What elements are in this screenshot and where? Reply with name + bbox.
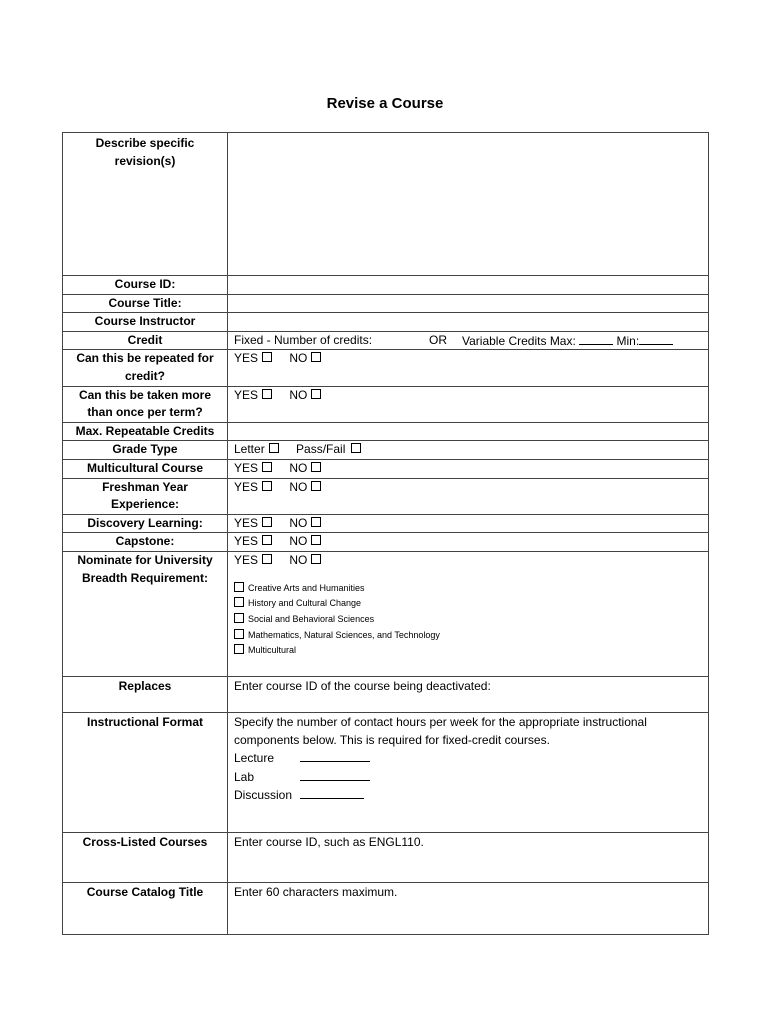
lab-hours-field[interactable]: [300, 768, 370, 781]
course-title-input[interactable]: [228, 294, 709, 313]
multicultural-yes-checkbox[interactable]: [262, 462, 272, 472]
grade-letter-label: Letter: [234, 442, 265, 457]
credit-variable-label: Variable Credits Max:: [462, 333, 576, 348]
freshman-no-label: NO: [289, 479, 308, 494]
cross-listed-input[interactable]: Enter course ID, such as ENGL110.: [228, 832, 709, 882]
breadth-option: Multicultural: [234, 643, 702, 659]
discussion-label: Discussion: [234, 788, 293, 803]
instructional-label: Instructional Format: [63, 712, 228, 832]
discovery-yes-label: YES: [234, 515, 259, 530]
capstone-no-label: NO: [289, 534, 308, 549]
discovery-no-checkbox[interactable]: [311, 517, 321, 527]
taken-more-no-label: NO: [289, 387, 308, 402]
revisions-label-line1: Describe specific: [95, 136, 195, 150]
row-multicultural: [63, 459, 709, 478]
max-repeatable-label: Max. Repeatable Credits: [63, 422, 228, 441]
row-grade-type: [63, 441, 709, 460]
revise-course-form: [62, 132, 709, 935]
row-breadth: [63, 551, 709, 676]
row-cross-listed: [63, 832, 709, 882]
revisions-label-line2: revision(s): [114, 153, 176, 168]
capstone-no-checkbox[interactable]: [311, 535, 321, 545]
course-id-input[interactable]: [228, 276, 709, 295]
taken-more-yes-checkbox[interactable]: [262, 389, 272, 399]
lab-label: Lab: [234, 769, 255, 784]
repeated-no-label: NO: [289, 351, 308, 366]
grade-letter-checkbox[interactable]: [269, 443, 279, 453]
lecture-label: Lecture: [234, 751, 275, 766]
credit-label: Credit: [63, 331, 228, 350]
repeated-yes-checkbox[interactable]: [262, 352, 272, 362]
credit-or-label: OR: [429, 332, 447, 347]
discussion-hours-field[interactable]: [300, 786, 364, 799]
breadth-label-line2: Breadth Requirement:: [81, 570, 209, 585]
row-course-instructor: [63, 313, 709, 332]
discovery-label: Discovery Learning:: [63, 514, 228, 533]
taken-more-yes-label: YES: [234, 387, 259, 402]
replaces-label: Replaces: [63, 676, 228, 712]
row-freshman: [63, 478, 709, 514]
page-title: Revise a Course: [326, 95, 444, 112]
repeated-label-line2: credit?: [124, 368, 165, 383]
revisions-input[interactable]: [228, 133, 709, 276]
freshman-yes-checkbox[interactable]: [262, 481, 272, 491]
row-course-id: [63, 276, 709, 295]
instructional-text-line2: components below. This is required for fixed-credit courses.: [234, 732, 550, 747]
breadth-option-checkbox[interactable]: [234, 629, 244, 639]
multicultural-yes-label: YES: [234, 460, 259, 475]
row-replaces: [63, 676, 709, 712]
row-instructional: [63, 712, 709, 832]
breadth-option: Creative Arts and Humanities: [234, 581, 702, 597]
catalog-title-input[interactable]: Enter 60 characters maximum.: [228, 882, 709, 934]
breadth-option-checkbox[interactable]: [234, 597, 244, 607]
breadth-option: History and Cultural Change: [234, 596, 702, 612]
multicultural-no-label: NO: [289, 460, 308, 475]
freshman-yes-label: YES: [234, 479, 259, 494]
breadth-yes-checkbox[interactable]: [262, 554, 272, 564]
row-max-repeatable: [63, 422, 709, 441]
breadth-no-label: NO: [289, 552, 308, 567]
breadth-yes-label: YES: [234, 552, 259, 567]
grade-passfail-label: Pass/Fail: [296, 442, 346, 457]
row-credit: [63, 331, 709, 350]
breadth-option-checkbox[interactable]: [234, 644, 244, 654]
credit-min-field[interactable]: [639, 332, 673, 345]
freshman-no-checkbox[interactable]: [311, 481, 321, 491]
capstone-label: Capstone:: [63, 533, 228, 552]
grade-type-label: Grade Type: [63, 441, 228, 460]
repeated-no-checkbox[interactable]: [311, 352, 321, 362]
breadth-label-line1: Nominate for University: [77, 552, 213, 567]
row-repeated: [63, 350, 709, 386]
capstone-yes-checkbox[interactable]: [262, 535, 272, 545]
course-instructor-input[interactable]: [228, 313, 709, 332]
replaces-input[interactable]: Enter course ID of the course being deactivated:: [228, 676, 709, 712]
repeated-label-line1: Can this be repeated for: [76, 351, 214, 366]
instructional-text-line1: Specify the number of contact hours per week for the appropriate instructional: [234, 714, 647, 729]
breadth-option: Mathematics, Natural Sciences, and Technology: [234, 628, 702, 644]
taken-more-label-line2: than once per term?: [87, 405, 203, 420]
multicultural-label: Multicultural Course: [63, 459, 228, 478]
taken-more-no-checkbox[interactable]: [311, 389, 321, 399]
catalog-title-label: Course Catalog Title: [63, 882, 228, 934]
course-title-label: Course Title:: [63, 294, 228, 313]
credit-max-field[interactable]: [579, 332, 613, 345]
breadth-option: Social and Behavioral Sciences: [234, 612, 702, 628]
grade-passfail-checkbox[interactable]: [351, 443, 361, 453]
cross-listed-label: Cross-Listed Courses: [63, 832, 228, 882]
course-id-label: Course ID:: [63, 276, 228, 295]
credit-min-label: Min:: [616, 333, 640, 348]
row-catalog-title: [63, 882, 709, 934]
row-revisions: [63, 133, 709, 276]
capstone-yes-label: YES: [234, 534, 259, 549]
row-discovery: [63, 514, 709, 533]
row-course-title: [63, 294, 709, 313]
taken-more-label-line1: Can this be taken more: [78, 387, 212, 402]
credit-fixed-label: Fixed - Number of credits:: [234, 332, 373, 347]
lecture-hours-field[interactable]: [300, 749, 370, 762]
course-instructor-label: Course Instructor: [63, 313, 228, 332]
breadth-option-checkbox[interactable]: [234, 582, 244, 592]
multicultural-no-checkbox[interactable]: [311, 462, 321, 472]
row-taken-more: [63, 386, 709, 422]
discovery-yes-checkbox[interactable]: [262, 517, 272, 527]
max-repeatable-input[interactable]: [228, 422, 709, 441]
freshman-label-line1: Freshman Year: [102, 479, 188, 494]
repeated-yes-label: YES: [234, 351, 259, 366]
discovery-no-label: NO: [289, 515, 308, 530]
breadth-option-checkbox[interactable]: [234, 613, 244, 623]
breadth-no-checkbox[interactable]: [311, 554, 321, 564]
row-capstone: [63, 533, 709, 552]
freshman-label-line2: Experience:: [110, 497, 180, 512]
